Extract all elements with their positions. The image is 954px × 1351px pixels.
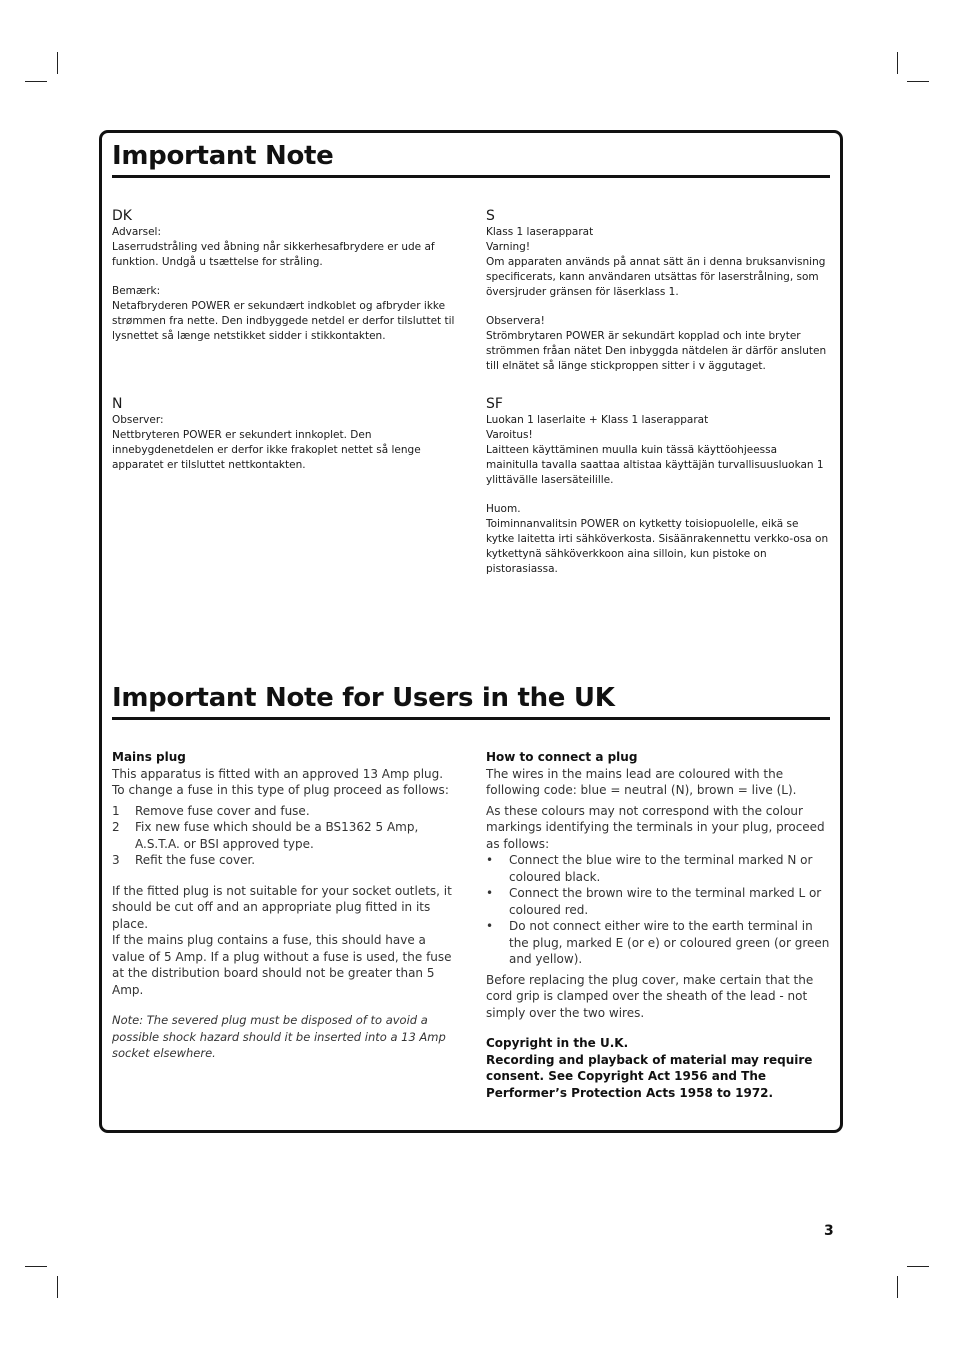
bullet-text: Connect the blue wire to the terminal marked N or coloured black. [509,853,813,884]
n-section [112,395,456,473]
note-text: Note: The severed plug must be disposed of to avoid a possible shock hazard should it be inserted into a 13 Amp socket elsewhere. [112,1013,446,1060]
paragraph: Strömbrytaren POWER är sekundärt kopplad och inte bryter strömmen fråan nätet Den inbyggda nätdelen är därför ansluten till elnätet så länge stickproppen sitter i v äggutaget. [486,330,827,372]
paragraph: Observera! [486,315,545,327]
paragraph: Luokan 1 laserlaite + Klass 1 laserapparat [486,414,709,426]
connect-plug-section [486,749,831,1101]
crop-mark [57,1276,58,1298]
bullet-icon: • [486,853,494,867]
page-number: 3 [824,1223,834,1239]
step-number: 3 [112,853,120,867]
s-section [486,207,830,374]
step-text: Fix new fuse which should be a BS1362 5 Amp, A.S.T.A. or BSI approved type. [135,820,419,851]
sf-section [486,395,830,577]
mains-plug-section [112,749,457,1062]
crop-mark [57,52,58,74]
crop-mark [907,81,929,82]
bullet-icon: • [486,886,494,900]
paragraph: Klass 1 laserapparat [486,226,594,238]
paragraph: Laitteen käyttäminen muulla kuin tässä käyttöohjeessa mainitulla tavalla saattaa altistaa käyttäjän turvallisuusluokan 1 ylittävälle lasersäteilille. [486,444,824,486]
list-item [486,918,831,968]
crop-mark [897,52,898,74]
section-heading: How to connect a plug [486,750,638,764]
step-text: Remove fuse cover and fuse. [135,803,310,818]
bullet-text: Connect the brown wire to the terminal marked L or coloured red. [509,886,822,917]
crop-mark [25,81,47,82]
bullet-icon: • [486,919,494,933]
section-heading: Mains plug [112,750,186,764]
bullet-text: Do not connect either wire to the earth terminal in the plug, marked E (or e) or coloured green (or green and yellow). [509,919,830,966]
step-text: Refit the fuse cover. [135,853,256,867]
language-code: S [486,208,495,224]
paragraph: Nettbryteren POWER er sekundert innkoplet. Den innebygdenetdelen er derfor ikke frakoplet nettet så lenge apparatet er tilsluttet nettkontakten. [112,429,421,471]
paragraph: Toiminnanvalitsin POWER on kytketty toisiopuolelle, eikä se kytke laitetta irti sähköverkosta. Sisäänrakennettu verkko-osa on kytkettynä sähköverkkoon aina silloin, kun pistoke on pistorasiassa. [486,518,829,575]
section-heading: Copyright in the U.K. [486,1036,629,1050]
paragraph: Laserrudstråling ved åbning når sikkerhesafbrydere er ude af funktion. Undgå u tsættelse for stråling. [112,241,435,268]
step-number: 2 [112,820,120,834]
language-code: DK [112,208,132,224]
language-code: N [112,396,123,412]
paragraph: Bemærk: [112,285,161,297]
paragraph: If the mains plug contains a fuse, this should have a value of 5 Amp. If a plug without a fuse is used, the fuse at the distribution board should not be greater than 5 Amp. [112,933,452,997]
copyright-text: Recording and playback of material may require consent. See Copyright Act 1956 and The Performer’s Protection Acts 1958 to 1972. [486,1052,813,1100]
crop-mark [897,1276,898,1298]
list-item [112,803,457,820]
paragraph: This apparatus is fitted with an approved 13 Amp plug. To change a fuse in this type of plug proceed as follows: [112,766,449,797]
paragraph: Om apparaten används på annat sätt än i denna bruksanvisning specificerats, kann användaren utsättas för laserstrålning, som översjruder gränsen för läserklass 1. [486,256,826,298]
paragraph: Observer: [112,414,164,426]
paragraph: Before replacing the plug cover, make certain that the cord grip is clamped over the sheath of the lead - not simply over the two wires. [486,972,814,1020]
important-note-heading: Important Note [112,140,830,178]
paragraph: Varoitus! [486,429,533,441]
paragraph: As these colours may not correspond with the colour markings identifying the terminals in your plug, proceed as follows: [486,803,825,851]
paragraph: Advarsel: [112,226,162,238]
dk-section [112,207,456,344]
paragraph: Varning! [486,241,531,253]
list-item [112,819,457,852]
list-item [486,852,831,885]
paragraph: Netafbryderen POWER er sekundært indkoblet og afbryder ikke strømmen fra nette. Den indbyggede netdel er derfor tilsluttet til lysnettet så længe netstikket sidder i stikkontakten. [112,300,455,342]
paragraph: The wires in the mains lead are coloured with the following code: blue = neutral (N), brown = live (L). [486,766,797,797]
paragraph: If the fitted plug is not suitable for your socket outlets, it should be cut off and an appropriate plug fitted in its place. [112,883,452,931]
crop-mark [907,1266,929,1267]
language-code: SF [486,396,503,412]
paragraph: Huom. [486,503,521,515]
list-item [112,852,457,869]
list-item [486,885,831,918]
step-number: 1 [112,803,120,818]
crop-mark [25,1266,47,1267]
uk-note-heading: Important Note for Users in the UK [112,682,830,720]
